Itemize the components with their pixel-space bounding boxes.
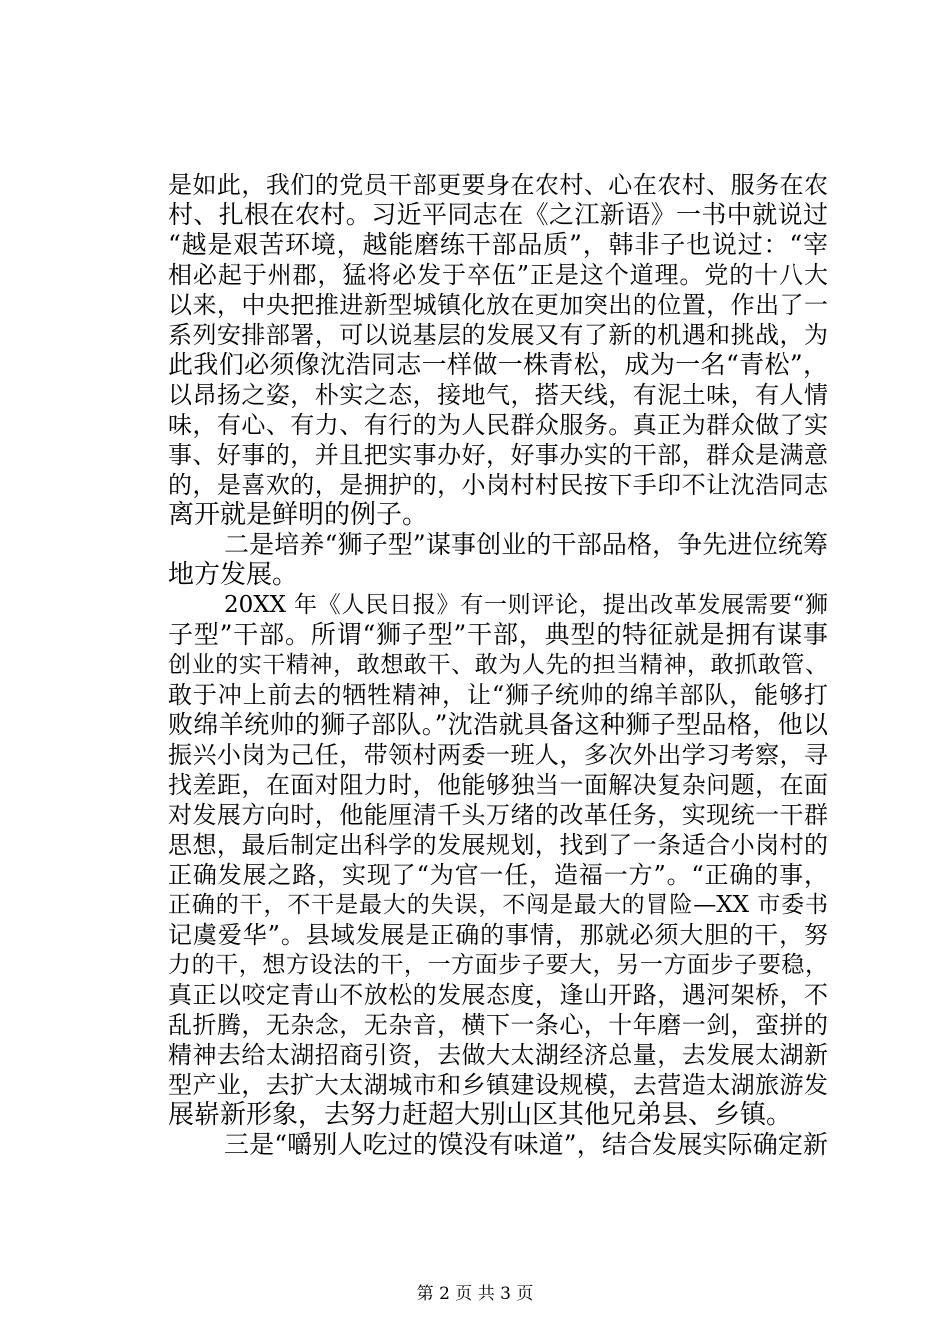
text-line: “越是艰苦环境，越能磨练干部品质”，韩非子也说过：“宰 bbox=[168, 230, 828, 259]
section-heading-line: 地方发展。 bbox=[168, 560, 299, 590]
text-line: 对发展方向时，他能厘清千头万绪的改革任务，实现统一干群 bbox=[168, 801, 828, 829]
text-line: 系列安排部署，可以说基层的发展又有了新的机遇和挑战，为 bbox=[168, 321, 828, 349]
text-line: 以昂扬之姿，朴实之态，接地气，搭天线，有泥土味，有人情 bbox=[168, 381, 828, 409]
text-line: 正确的干，不干是最大的失误，不闯是最大的冒险—XX 市委书 bbox=[168, 892, 828, 918]
section-heading-line: 三是“嚼别人吃过的馍没有味道”，结合发展实际确定新 bbox=[224, 1130, 828, 1159]
text-line: 乱折腾，无杂念，无杂音，横下一条心，十年磨一剑，蛮拼的 bbox=[168, 1011, 828, 1039]
text-line: 离开就是鲜明的例子。 bbox=[168, 500, 429, 530]
text-line: 子型”干部。所谓“狮子型”干部，典型的特征就是拥有谋事 bbox=[168, 620, 828, 649]
text-line: 振兴小岗为己任，带领村两委一班人，多次外出学习考察，寻 bbox=[168, 741, 828, 769]
text-line: 正确发展之路，实现了“为官一任，造福一方”。“正确的事， bbox=[168, 861, 828, 889]
text-line: 找差距，在面对阻力时，他能够独当一面解决复杂问题，在面 bbox=[168, 771, 828, 799]
text-line: 思想，最后制定出科学的发展规划，找到了一条适合小岗村的 bbox=[168, 831, 828, 859]
text-line: 真正以咬定青山不放松的发展态度，逢山开路，遇河架桥，不 bbox=[168, 981, 828, 1009]
text-line: 相必起于州郡，猛将必发于卒伍”正是这个道理。党的十八大 bbox=[168, 261, 828, 289]
text-line: 村、扎根在农村。习近平同志在《之江新语》一书中就说过 bbox=[168, 200, 828, 229]
text-line: 以来，中央把推进新型城镇化放在更加突出的位置，作出了一 bbox=[168, 291, 828, 319]
text-line: 此我们必须像沈浩同志一样做一株青松，成为一名“青松”， bbox=[168, 350, 828, 379]
text-line: 型产业，去扩大太湖城市和乡镇建设规模，去营造太湖旅游发 bbox=[168, 1071, 828, 1099]
text-line: 创业的实干精神，敢想敢干、敢为人先的担当精神，敢抓敢管、 bbox=[168, 652, 828, 678]
text-line: 事、好事的，并且把实事办好，好事办实的干部，群众是满意 bbox=[168, 441, 828, 469]
text-line: 败绵羊统帅的狮子部队。”沈浩就具备这种狮子型品格，他以 bbox=[168, 710, 828, 739]
section-heading-line: 二是培养“狮子型”谋事创业的干部品格，争先进位统筹 bbox=[224, 530, 828, 559]
text-line: 味，有心、有力、有行的为人民群众服务。真正为群众做了实 bbox=[168, 411, 828, 439]
text-line: 记虞爱华”。县域发展是正确的事情，那就必须大胆的干，努 bbox=[168, 921, 828, 949]
text-line: 20XX 年《人民日报》有一则评论，提出改革发展需要“狮 bbox=[224, 592, 828, 618]
page-footer: 第 2 页 共 3 页 bbox=[416, 1284, 534, 1304]
text-line: 的，是喜欢的，是拥护的，小岗村村民按下手印不让沈浩同志 bbox=[168, 471, 828, 499]
text-line: 敢于冲上前去的牺牲精神，让“狮子统帅的绵羊部队，能够打 bbox=[168, 681, 828, 709]
text-line: 是如此，我们的党员干部更要身在农村、心在农村、服务在农 bbox=[168, 171, 828, 199]
text-line: 精神去给太湖招商引资，去做大太湖经济总量，去发展太湖新 bbox=[168, 1041, 828, 1069]
text-line: 力的干，想方设法的干，一方面步子要大，另一方面步子要稳， bbox=[168, 952, 828, 978]
text-line: 展崭新形象，去努力赶超大别山区其他兄弟县、乡镇。 bbox=[168, 1100, 793, 1130]
